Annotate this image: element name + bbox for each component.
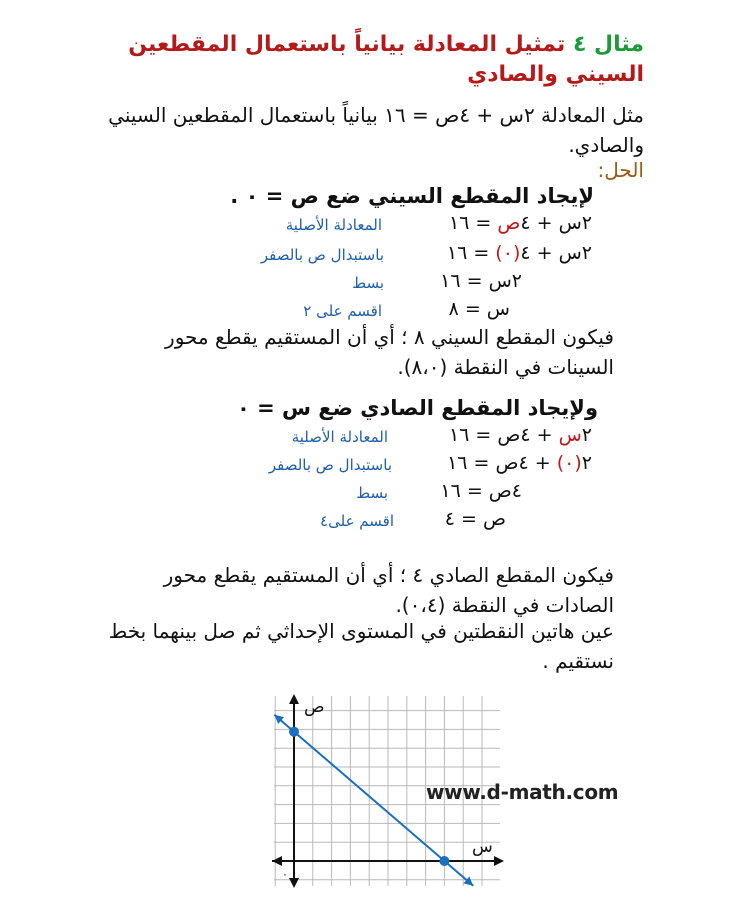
y-step-2-note: باستبدال ص بالصفر <box>268 456 392 474</box>
problem-statement: مثل المعادلة ٢س + ٤ص = ١٦ بيانياً باستعمال المقطعين السيني والصادي. <box>108 103 644 157</box>
x-step-3-equation: ٢س = ١٦ <box>440 270 522 292</box>
y-intercept-point <box>289 727 299 737</box>
x-step-4-note: اقسم على ٢ <box>303 302 382 320</box>
x-intercept-conclusion: فيكون المقطع السيني ٨ ؛ أي أن المستقيم يقطع محور السينات في النقطة (٨،٠). <box>165 325 614 379</box>
watermark: www.d-math.com <box>426 780 619 804</box>
y-step-1-note: المعادلة الأصلية <box>291 428 388 446</box>
x-step-2-equation: ٢س + ٤(٠) = ١٦ <box>446 242 592 264</box>
y-step-4-equation: ص = ٤ <box>444 508 506 530</box>
x-step-1-equation: ٢س + ٤ص = ١٦ <box>448 212 592 234</box>
x-step-1-note: المعادلة الأصلية <box>285 216 382 234</box>
example-title-text: تمثيل المعادلة بيانياً باستعمال المقطعين السيني والصادي <box>128 32 644 87</box>
x-intercept-point <box>439 856 449 866</box>
y-step-1-equation: ٢س + ٤ص = ١٦ <box>448 424 592 446</box>
y-axis-label: ص <box>304 697 325 717</box>
instruction-text: عين هاتين النقطتين في المستوى الإحداثي ثم صل بينهما بخط نستقيم . <box>108 619 614 673</box>
y-intercept-conclusion: فيكون المقطع الصادي ٤ ؛ أي أن المستقيم يقطع محور الصادات في النقطة (٠،٤). <box>163 563 614 617</box>
y-step-4-note: اقسم على٤ <box>320 512 394 530</box>
x-axis-label: س <box>472 837 493 857</box>
x-step-3-note: بسط <box>352 274 384 292</box>
x-axis-arrow-right <box>494 856 504 866</box>
example-title <box>84 30 644 90</box>
y-intercept-heading: ولإيجاد المقطع الصادي ضع س = ٠ <box>236 396 598 420</box>
x-step-2-note: باستبدال ص بالصفر <box>260 246 384 264</box>
y-step-2-equation: ٢(٠) + ٤ص = ١٦ <box>447 452 592 474</box>
example-label: مثال ٤ <box>572 32 644 57</box>
x-intercept-heading: لإيجاد المقطع السيني ضع ص = ٠ . <box>230 184 594 208</box>
solution-label: الحل: <box>597 158 644 182</box>
x-step-4-equation: س = ٨ <box>448 298 510 320</box>
origin-label: ٠ <box>282 868 288 881</box>
y-step-3-note: بسط <box>356 484 388 502</box>
y-axis-arrow-up <box>289 694 299 704</box>
y-step-3-equation: ٤ص = ١٦ <box>440 480 522 502</box>
x-axis-arrow-left <box>272 856 282 866</box>
y-axis-arrow-down <box>289 878 299 888</box>
